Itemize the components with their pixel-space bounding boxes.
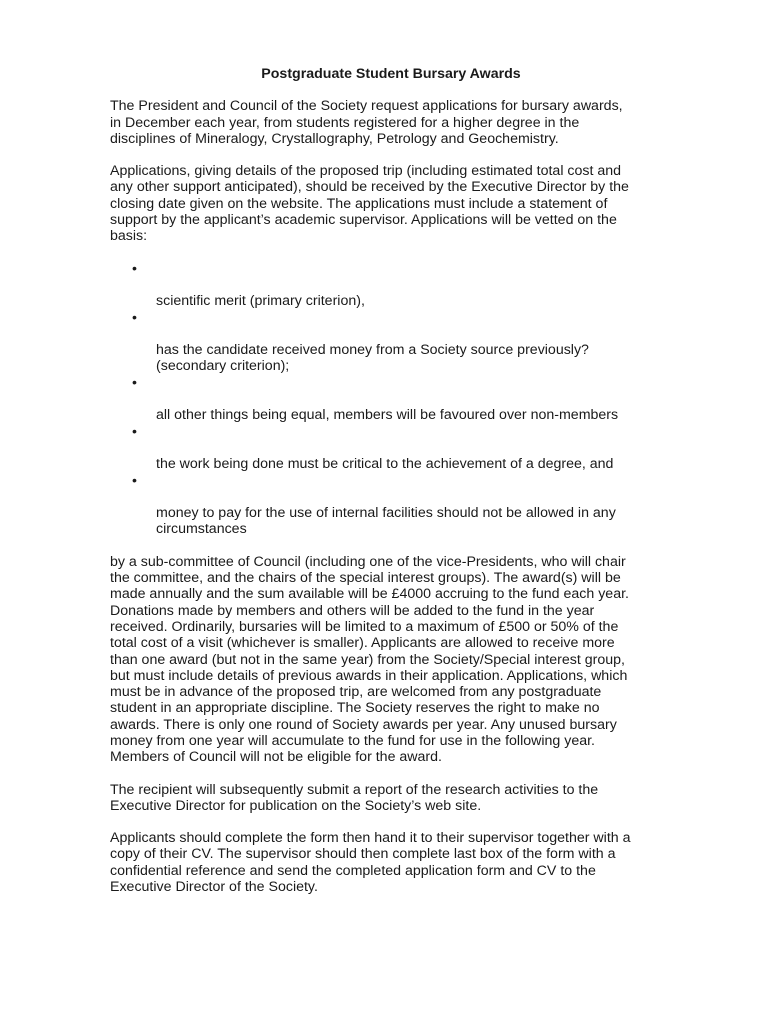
bullet-icon: •	[132, 472, 137, 489]
criterion-text: scientific merit (primary criterion),	[156, 293, 365, 310]
criterion-text: money to pay for the use of internal facilities should not be allowed in any circumstances	[156, 505, 616, 538]
applications-paragraph: Applications, giving details of the proposed trip (including estimated total cost and any other support anticipated), should be received by the Executive Director by the closing date given on the website. The applications must include a statement of support by the applicant’s academic supervisor. Applications will be vetted on the basis:	[110, 163, 629, 245]
criteria-list	[110, 261, 660, 538]
document-title: Postgraduate Student Bursary Awards	[261, 66, 521, 82]
list-item	[110, 424, 660, 473]
committee-paragraph: by a sub-committee of Council (including one of the vice-Presidents, who will chair the committee, and the chairs of the special interest groups). The award(s) will be made annually and the sum available will be £4000 accruing to the fund each year. Donations made by members and others will be added to the fund in the year received. Ordinarily, bursaries will be limited to a maximum of £500 or 50% of the total cost of a visit (whichever is smaller). Applicants are allowed to receive more than one award (but not in the same year) from the Society/Special interest group, but must include details of previous awards in their application. Applications, which must be in advance of the proposed trip, are welcomed from any postgraduate student in an appropriate discipline. The Society reserves the right to make no awards. There is only one round of Society awards per year. Any unused bursary money from one year will accumulate to the fund for use in the following year. Members of Council will not be eligible for the award.	[110, 553, 629, 766]
list-item	[110, 473, 660, 538]
criterion-text: all other things being equal, members will be favoured over non-members	[156, 407, 619, 424]
bullet-icon: •	[132, 309, 137, 326]
bullet-icon: •	[132, 423, 137, 440]
report-paragraph: The recipient will subsequently submit a report of the research activities to the Executive Director for publication on the Society’s web site.	[110, 781, 599, 814]
intro-paragraph: The President and Council of the Society request applications for bursary awards, in December each year, from students registered for a higher degree in the disciplines of Mineralogy, Crystallography, Petrology and Geochemistry.	[110, 98, 623, 147]
criterion-text: has the candidate received money from a Society source previously? (secondary criterion);	[156, 342, 589, 375]
list-item	[110, 261, 660, 310]
criterion-text: the work being done must be critical to the achievement of a degree, and	[156, 456, 614, 473]
list-item	[110, 375, 660, 424]
document-page	[110, 66, 660, 911]
bullet-icon: •	[132, 260, 137, 277]
bullet-icon: •	[132, 374, 137, 391]
submission-paragraph: Applicants should complete the form then hand it to their supervisor together with a copy of their CV. The supervisor should then complete last box of the form with a confidential reference and send the completed application form and CV to the Executive Director of the Society.	[110, 830, 631, 896]
list-item	[110, 310, 660, 375]
